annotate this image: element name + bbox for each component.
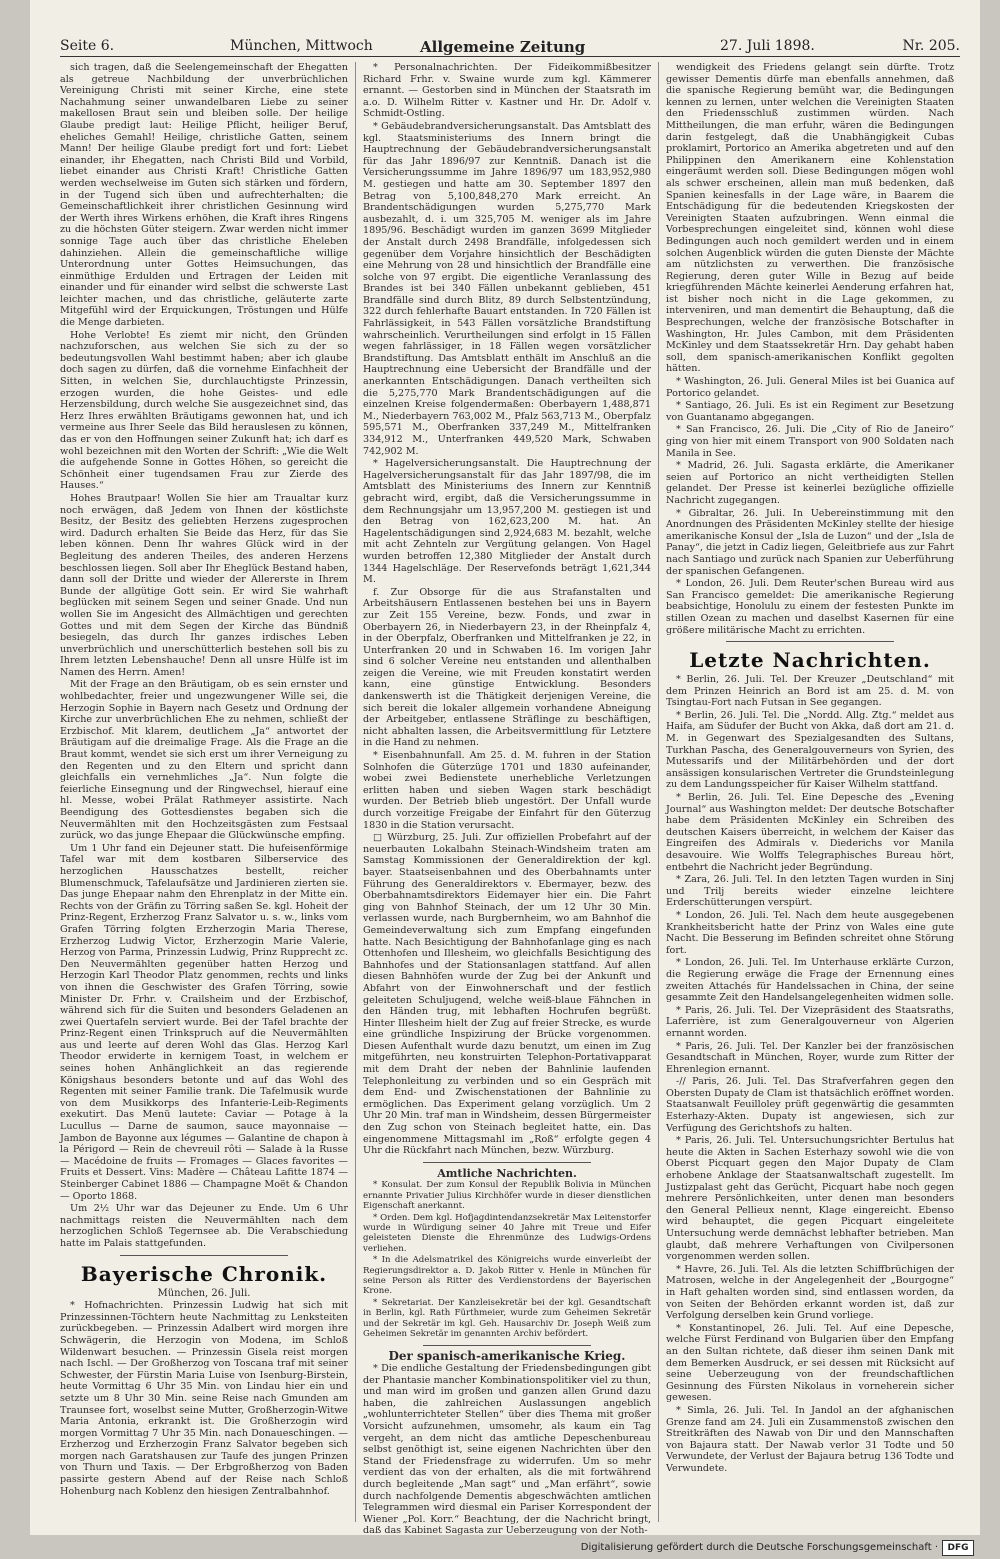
paragraph: Hohes Brautpaar! Wollen Sie hier am Traualtar kurz noch erwägen, daß Jedem von Ihnen der köstlichste Besitz, der Besitz des geliebten Herzens zugesprochen wird. Dadurch erhalten Sie Beide das Herz, für das Sie leben können. Denn Ihr wahres Glück wird in der Begleitung des anderen Theiles, des anderen Herzens beschlossen liegen. Soll aber Ihr Eheglück Bestand haben, dann soll der Dritte und wieder der Allererste in Ihrem Bunde der allgütige Gott sein. Er wird Sie wahrhaft beglücken mit seinem Segen und seiner Gnade. Und nun wollen Sie im Angesicht des Allmächtigen und gerechten Gottes und mit dem Segen der Kirche das Bündniß besiegeln, das durch Ihr ganzes irdisches Leben unverbrüchlich und unerschütterlich bestehen soll bis zu Ihrem letzten Lebenshauche! Denn all unsre Hülfe ist im Namen des Herrn. Amen! <box>60 492 348 678</box>
page-number: Seite 6. <box>60 38 115 54</box>
paragraph: Um 2½ Uhr war das Dejeuner zu Ende. Um 6 Uhr nachmittags reisten die Neuvermählten nach dem herzoglichen Schloß Tegernsee ab. Die Verabschiedung hatte im Palais stattgefunden. <box>60 1203 348 1249</box>
paragraph: * San Francisco, 26. Juli. Die „City of Rio de Janeiro“ ging von hier mit einem Transport von 900 Soldaten nach Manila in See. <box>666 424 954 459</box>
paragraph: Hohe Verlobte! Es ziemt mir nicht, den Gründen nachzuforschen, aus welchen Sie sich zu der so bedeutungsvollen Wahl bestimmt haben; aber ich glaube doch sagen zu dürfen, daß die vornehme Einfachheit der Sitten, in welchen Sie, durchlauchtigste Prinzessin, erzogen wurden, die hohe Geistes- und edle Herzensbildung, durch welche Sie ausgezeichnet sind, das Herz Ihres erwählten Bräutigams gewonnen hat, und ich vermeine aus Ihrer Seele das Bild herauslesen zu können, das er von den Hoffnungen seiner Zukunft hat; ich darf es wohl bezeichnen mit den Worten der Schrift: „Wie die Welt die aufgehende Sonne in Gottes Höhen, so gereicht die Schönheit einer tugendsamen Frau zur Zierde des Hauses.“ <box>60 329 348 492</box>
paragraph: * Havre, 26. Juli. Tel. Als die letzten Schiffbrüchigen der Matrosen, welche in der Angelegenheit der „Bourgogne“ in Haft gehalten worden sind, sind entlassen worden, da von Seiten der Behörden erkannt worden ist, daß zur Verfolgung derselben kein Grund vorliege. <box>666 1263 954 1322</box>
place-date: München, Mittwoch <box>230 38 373 54</box>
paragraph: Um 1 Uhr fand ein Dejeuner statt. Die hufeisenförmige Tafel war mit dem kostbaren Silberservice des herzoglichen Hausschatzes bestellt, reicher Blumenschmuck, Tafelaufsätze und Jardinieren zierten sie. Das junge Ehepaar nahm den Ehrenplatz in der Mitte ein. Rechts von der Gräfin zu Törring saßen Se. kgl. Hoheit der Prinz-Regent, Erzherzog Franz Salvator u. s. w., links vom Grafen Törring folgten Erzherzogin Maria Therese, Erzherzog Ludwig Victor, Erzherzogin Marie Valerie, Herzog von Parma, Prinzessin Ludwig, Prinz Rupprecht zc. Den Neuvermählten gegenüber hatten Herzog und Herzogin Karl Theodor Platz genommen, rechts und links von ihnen die Geschwister des Grafen Törring, sowie Minister Dr. Frhr. v. Crailsheim und der Erzbischof, während sich für die Suiten und besonders Geladenen an zwei Quertafeln serviert wurde. Bei der Tafel brachte der Prinz-Regent einen Trinkspruch auf die Neuvermählten aus und leerte auf deren Wohl das Glas. Herzog Karl Theodor erwiderte in kernigem Toast, in welchem er seines hohen Anhänglichkeit an das regierende Königshaus besonders betonte und auf das Wohl des Regenten mit seiner Familie trank. Die Tafelmusik wurde von dem Musikkorps des Infanterie-Leib-Regiments exekutirt. Das Menü lautete: Caviar — Potage à la Lucullus — Darne de saumon, sauce mayonnaise — Jambon de Bayonne aux légumes — Galantine de chapon à la Périgord — Rein de chevreuil rôti — Salade à la Russe — Macédoine de fruits — Fromages — Glaces favorites — Fruits et Dessert. Vins: Madère — Château Lafitte 1874 — Steinberger Cabinet 1886 — Champagne Moët & Chandon — Oporto 1868. <box>60 842 348 1202</box>
divider <box>423 1162 591 1163</box>
paragraph: * London, 26. Juli. Dem Reuter'schen Bureau wird aus San Francisco gemeldet: Die amerikanische Regierung beabsichtige, Honolulu zu einem der festesten Punkte im stillen Ozean zu machen und daselbst Kasernen für eine größere militärische Macht zu errichten. <box>666 578 954 636</box>
paragraph: * Hagelversicherungsanstalt. Die Hauptrechnung der Hagelversicherungsanstalt für das Jahr 1897/98, die im Amtsblatt des Ministeriums des Innern zur Kenntniß gebracht wird, ergibt, daß die Versicherungssumme in dem Rechnungsjahr um 13,957,200 M. gestiegen ist und den Betrag von 162,623,200 M. hat. An Hagelentschädigungen sind 2,924,683 M. bezahlt, welche mit acht Zehnteln zur Vergütung gelangen. Von Hagel wurden betroffen 12,380 Mitglieder der Anstalt durch 1344 Hagelschläge. Der Reservefonds beträgt 1,621,344 M. <box>363 458 651 586</box>
column-rule <box>658 62 659 1522</box>
paragraph: * Madrid, 26. Juli. Sagasta erklärte, die Amerikaner seien auf Portorico an nicht vertheidigten Stellen gelandet. Der Presse ist keinerlei bezügliche offizielle Nachricht zugegangen. <box>666 460 954 506</box>
page-header <box>60 36 960 57</box>
paragraph: * In die Adelsmatrikel des Königreichs wurde einverleibt der Regierungsdirektor a. D. Jakob Ritter v. Henle in München für seine Person als Ritter des Verdienstordens der Bayerischen Krone. <box>363 1255 651 1297</box>
funding-credit: Digitalisierung gefördert durch die Deutsche Forschungsgemeinschaft · <box>580 1542 938 1553</box>
paragraph: * Konstantinopel, 26. Juli. Tel. Auf eine Depesche, welche Fürst Ferdinand von Bulgarien über den Empfang an den Sultan richtete, daß dieser ihm seinen Dank mit dem Bemerken Ausdruck, er sei dessen mit Rücksicht auf seine Ueberzeugung von der freundschaftlichen Gesinnung des Fürsten Nikolaus in vorneherein sicher gewesen. <box>666 1322 954 1404</box>
column-2 <box>363 62 651 1537</box>
paragraph: * Konsulat. Der zum Konsul der Republik Bolivia in München ernannte Privatier Julius Kirchhöfer wurde in dieser dienstlichen Eigenschaft anerkannt. <box>363 1180 651 1212</box>
paragraph: * Orden. Dem kgl. Hofjagdintendanzsekretär Max Leitenstorfer wurde in Würdigung seiner 40 Jahre mit Treue und Eifer geleisteten Dienste die Ehrenmünze des Ludwigs-Ordens verliehen. <box>363 1212 651 1254</box>
section-heading-chronik: Bayerische Chronik. <box>80 1261 328 1286</box>
paragraph: * Simla, 26. Juli. Tel. In Jandol an der afghanischen Grenze fand am 24. Juli ein Zusammenstoß zwischen den Streitkräften des Nawab von Dir und den Mannschaften von Bajaura statt. Der Nawab verlor 31 Todte und 50 Verwundete, der Verlust der Bajaura betrug 136 Todte und Verwundete. <box>666 1404 954 1474</box>
column-3 <box>666 62 954 1517</box>
paragraph: * Die endliche Gestaltung der Friedensbedingungen gibt der Phantasie mancher Kombinationspolitiker viel zu thun, und man wird im großen und ganzen allen Grund dazu haben, die zahlreichen Auslassungen angeblich „wohlunterrichteter Stellen“ über dies Thema mit großer Vorsicht aufzunehmen, umsomehr, als kaum ein Tag vergeht, an dem nicht das amtliche Depeschenbureau selbst genöthigt ist, seine eigenen Nachrichten über den Stand der Friedensfrage zu widerrufen. Um so mehr verdient das von der erhalten, als die mit fortwährend durch begleitende „Man sagt“ und „Man erfährt“, sowie durch nachfolgende Dementis abgeschwächten amtlichen Telegrammen wird diesmal ein Pariser Korrespondent der Wiener „Pol. Korr.“ Beachtung, der die Nachricht bringt, daß das Kabinet Sagasta zur Ueberzeugung von der Noth- <box>363 1363 651 1537</box>
paragraph: * Berlin, 26. Juli. Tel. Eine Depesche des „Evening Journal“ aus Washington meldet: Der deutsche Botschafter habe dem Präsidenten McKinley ein Schreiben des deutschen Kaisers überreicht, in welchem der Kaiser das Eingreifen des Admirals v. Diederichs vor Manila desavouire. Wie Wolffs Telegraphisches Bureau hört, entbehrt die Nachricht jeder Begründung. <box>666 792 954 873</box>
divider <box>423 1345 591 1346</box>
paragraph: sich tragen, daß die Seelengemeinschaft der Ehegatten als getreue Nachbildung der unverbrüchlichen Vereinigung Christi mit seiner Kirche, eine stete Nachahmung seiner unwandelbaren Liebe zu seiner makellosen Braut sein und bleiben solle. Der heilige Glaube predigt laut: Heilige Pflicht, heiliger Beruf, eheliches Gemahl! Heilige, christliche Gatten, seinem Mann! Der heilige Glaube predigt fort und fort: Liebet einander, ihr Ehegatten, nach Christi Bild und Vorbild, liebet einander aus Christi Kraft! Christliche Gatten werden wechselweise im Guten sich stärken und fördern, in der Tugend sich üben und aufrechterhalten; die Gemeinschaftlichkeit ihrer christlichen Gesinnung wird der Werth ihres Wirkens erhöhen, die Kraft ihres Ringens zu die höchsten Güter steigern. Zwar werden nicht immer sonnige Tage auch über das christliche Eheleben dahinziehen. Allein die gemeinschaftliche willige Unterordnung unter Gottes Heimsuchungen, das einmüthige Erdulden und Ertragen der Leiden mit einander und für einander wird selbst die schwerste Last leichter machen, und das christliche, geläuterte zarte Mitgefühl wird der Erquickungen, Tröstungen und Hülfe die Menge darbieten. <box>60 62 348 329</box>
divider <box>726 641 894 642</box>
paragraph: * Paris, 26. Juli. Tel. Der Kanzler bei der französischen Gesandtschaft in München, Royer, wurde zum Ritter der Ehrenlegion ernannt. <box>666 1040 954 1075</box>
paragraph: * Gibraltar, 26. Juli. In Uebereinstimmung mit den Anordnungen des Präsidenten McKinley stellte der hiesige amerikanische Konsul der „Isla de Luzon“ und der „Isla de Panay“, die jetzt in Cadiz liegen, Geleitbriefe aus zur Fahrt nach Santiago und zurück nach Spanien zur Ueberführung der spanischen Gefangenen. <box>666 507 954 577</box>
paragraph: * Zara, 26. Juli. Tel. In den letzten Tagen wurden in Sinj und Trilj bereits wieder einzelne leichtere Erderschütterungen verspürt. <box>666 874 954 909</box>
column-1 <box>60 62 348 1517</box>
paragraph: -// Paris, 26. Juli. Tel. Das Strafverfahren gegen den Obersten Dupaty de Clam ist thatsächlich eröffnet worden. Staatsanwalt Feuilloley prüft gegenwärtig die gesammten Esterhazy-Akten. Dupaty ist angewiesen, sich zur Verfügung des Gerichtshofs zu halten. <box>666 1076 954 1134</box>
issue-date: 27. Juli 1898. <box>720 38 815 54</box>
section-heading-amtliche: Amtliche Nachrichten. <box>437 1166 577 1180</box>
dfg-logo: DFG <box>942 1540 974 1556</box>
section-heading-krieg: Der spanisch-amerikanische Krieg. <box>388 1348 626 1363</box>
paragraph: * Eisenbahnunfall. Am 25. d. M. fuhren in der Station Solnhofen die Güterzüge 1701 und 1830 aufeinander, wobei zwei Bedienstete unerhebliche Verletzungen erlitten haben und sieben Wagen stark beschädigt wurden. Der Betrieb blieb ungestört. Der Unfall wurde durch vorzeitige Freigabe der Einfahrt für den Güterzug 1830 in die Station verursacht. <box>363 750 651 831</box>
paragraph: * Paris, 26. Juli. Tel. Untersuchungsrichter Bertulus hat heute die Akten in Sachen Esterhazy sowohl wie die von Oberst Picquart gegen den Major Dupaty de Clam erhobene Anklage der Staatsanwaltschaft zugestellt. Im Justizpalast geht das Gerücht, Picquart habe noch gegen mehrere Persönlichkeiten, unter denen man besonders den General Pellieux nennt, Klage eingereicht. Ebenso wird behauptet, die gegen Picquart eingeleitete Untersuchung werde demnächst lebhafter betrieben. Man glaubt, daß mehrere Verhaftungen von Civilpersonen vorgenommen werden sollen. <box>666 1135 954 1263</box>
column-rule <box>355 62 356 1522</box>
paragraph: * Personalnachrichten. Der Fideikommißbesitzer Richard Frhr. v. Swaine wurde zum kgl. Kämmerer ernannt. — Gestorben sind in München der Staatsrath im a.o. D. Wilhelm Ritter v. Kastner und Hr. Dr. Adolf v. Schmidt-Ostling. <box>363 62 651 120</box>
paragraph: * Gebäudebrandversicherungsanstalt. Das Amtsblatt des kgl. Staatsministeriums des Innern bringt die Hauptrechnung der Gebäudebrandversicherungsanstalt für das Jahr 1896/97 zur Kenntniß. Danach ist die Versicherungssumme im Jahre 1896/97 um 183,952,980 M. gestiegen und hatte am 30. September 1897 den Betrag von 5,100,848,270 Mark erreicht. An Brandentschädigungen wurden 5,275,770 Mark ausbezahlt, d. i. um 325,705 M. weniger als im Jahre 1895/96. Beschädigt wurden im ganzen 3699 Mitglieder der Anstalt durch 2498 Brandfälle, infolgedessen sich gegenüber dem Vorjahre hinsichtlich der Beschädigten eine Mehrung von 28 und hinsichtlich der Brandfälle eine solche von 97 ergibt. Die eigentliche Veranlassung des Brandes ist bei 340 Fällen unbekannt geblieben, 451 Brandfälle sind durch Blitz, 89 durch Selbstentzündung, 322 durch fehlerhafte Bauart entstanden. In 720 Fällen ist Fahrlässigkeit, in 543 Fällen vorsätzliche Brandstiftung wahrscheinlich. Verurtheilungen sind erfolgt in 15 Fällen wegen fahrlässiger, in 18 Fällen wegen vorsätzlicher Brandstiftung. Das Amtsblatt enthält im Anschluß an die Hauptrechnung eine Uebersicht der Brandfälle und der anerkannten Entschädigungen. Danach vertheilten sich die 5,275,770 Mark Brandentschädigungen auf die einzelnen Kreise folgendermaßen: Oberbayern 1,488,871 M., Niederbayern 763,002 M., Pfalz 563,713 M., Oberpfalz 595,571 M., Oberfranken 337,249 M., Mittelfranken 334,912 M., Unterfranken 449,520 Mark, Schwaben 742,902 M. <box>363 120 651 457</box>
section-heading-letzte: Letzte Nachrichten. <box>689 648 931 673</box>
newspaper-title: Allgemeine Zeitung <box>420 38 586 56</box>
paragraph: □ Würzburg, 25. Juli. Zur offiziellen Probefahrt auf der neuerbauten Lokalbahn Steinach-Windsheim traten am Samstag Kommissionen der Generaldirektion der kgl. bayer. Staatseisenbahnen und des Oberbahnamts unter Führung des Generaldirektors v. Ebermayer, bezw. des Oberbahnamtsdirektors Eidemayer hier ein. Die Fahrt ging von Bahnhof Steinach, der um 12 Uhr 30 Min. verlassen wurde, nach Burgbernheim, wo am Bahnhof die Gemeindeverwaltung sich zum Empfang eingefunden hatte. Nach Besichtigung der Bahnhofanlage ging es nach Ottenhofen und Illesheim, wo gleichfalls Besichtigung des Bahnhofes und der Stationsanlagen stattfand. Auf allen diesen Bahnhöfen wurde der Zug bei der Ankunft und Abfahrt von der Einwohnerschaft und der festlich geleiteten Schuljugend, welche weiß-blaue Fähnchen in den Händen trug, mit lebhaften Hochrufen begrüßt. Hinter Illesheim hielt der Zug auf freier Strecke, es wurde eine gründliche Inspizirung der Brücke vorgenommen. Diesen Aufenthalt wurde dazu benutzt, um einen im Zug mitgeführten, neu konstruirten Telephon-Portativapparat mit dem Draht der neben der Bahnlinie laufenden Telephonleitung zu verbinden und so ein Gespräch mit dem End- und Zwischenstationen der Bahnlinie zu ermöglichen. Das Experiment gelang vorzüglich. Um 2 Uhr 20 Min. traf man in Windsheim, dessen Bürgermeister den Zug schon von Steinach begleitet hatte, ein. Das eingenommene Mittagsmahl im „Roß“ erfolgte gegen 4 Uhr die Rückfahrt nach München, bezw. Würzburg. <box>363 832 651 1157</box>
issue-number: Nr. 205. <box>902 38 960 54</box>
paragraph: * Berlin, 26. Juli. Tel. Die „Nordd. Allg. Ztg.“ meldet aus Haifa, am Südufer der Bucht von Akka, daß dort am 21. d. M. in Gegenwart des Spezialgesandten des Sultans, Turkhan Pascha, des Generalgouverneurs von Syrien, des Mutessarifs und der Militärbehörden und der dort ansässigen konsularischen Vertreter die Grundsteinlegung zu dem Landungsspeicher für Kaiser Wilhelm stattfand. <box>666 709 954 791</box>
paragraph: * Santiago, 26. Juli. Es ist ein Regiment zur Besetzung von Guantanamo abgegangen. <box>666 400 954 423</box>
divider <box>120 1255 288 1256</box>
paragraph: * Berlin, 26. Juli. Tel. Der Kreuzer „Deutschland“ mit dem Prinzen Heinrich an Bord ist am 25. d. M. von Tsingtau-Fort nach Futsan in See gegangen. <box>666 674 954 709</box>
paragraph: * London, 26. Juli. Tel. Im Unterhause erklärte Curzon, die Regierung erwäge die Frage der Ernennung eines zweiten Attachés für Handelssachen in China, der seine gesammte Zeit den Handelsangelegenheiten widmen solle. <box>666 957 954 1004</box>
paragraph: * London, 26. Juli. Tel. Nach dem heute ausgegebenen Krankheitsbericht hatte der Prinz von Wales eine gute Nacht. Die Besserung im Befinden schreitet ohne Störung fort. <box>666 909 954 956</box>
paragraph: * Washington, 26. Juli. General Miles ist bei Guanica auf Portorico gelandet. <box>666 376 954 399</box>
dateline: München, 26. Juli. <box>157 1287 251 1299</box>
paragraph: Mit der Frage an den Bräutigam, ob es sein ernster und wohlbedachter, freier und ungezwungener Wille sei, die Herzogin Sophie in Bayern nach Gesetz und Ordnung der Kirche zur unverbrüchlichen Ehe zu nehmen, schließt der Erzbischof. Mit klarem, deutlichem „Ja“ antwortet der Bräutigam auf die dreimalige Frage. Als die Frage an die Braut kommt, wendet sie sich erst um ihrer Verneigung zu den Regenten und zu den Eltern und spricht dann gleichfalls ein vernehmliches „Ja“. Nun folgte die feierliche Einsegnung und der Ringwechsel, hierauf eine hl. Messe, wobei Prälat Rathmeyer assistirte. Nach Beendigung des Gottesdienstes begaben sich die Neuvermählten mit den Hochzeitsgästen zum Festsaal zurück, wo das junge Ehepaar die Glückwünsche empfing. <box>60 679 348 842</box>
paragraph: * Hofnachrichten. Prinzessin Ludwig hat sich mit Prinzessinnen-Töchtern heute Nachmittag zu Lenksteiten zurückbegeben. — Prinzessin Adalbert wird morgen ihre Schwägerin, die Herzogin von Modena, im Schloß Wildenwart besuchen. — Prinzessin Gisela reist morgen nach Ischl. — Der Großherzog von Toscana traf mit seiner Schwester, der Fürstin Maria Luise von Isenburg-Birstein, heute Vormittag 6 Uhr 35 Min. von Lindau hier ein und setzte um 8 Uhr 30 Min. seine Reise nach Gmunden am Traunsee fort, woselbst seine Mutter, Großherzogin-Witwe Maria Antonia, erkrankt ist. Die Großherzogin wird morgen Vormittag 7 Uhr 35 Min. nach Donaueschingen. — Erzherzog und Erzherzogin Franz Salvator begeben sich morgen nach Garatshausen zur Taufe des jungen Prinzen von Thurn und Taxis. — Der Erbgroßherzog von Baden passirte gestern Abend auf der Reise nach Schloß Hohenburg nach Koblenz den hiesigen Zentralbahnhof. <box>60 1300 348 1497</box>
digitization-footer <box>30 1538 980 1559</box>
paragraph: f. Zur Obsorge für die aus Strafanstalten und Arbeitshäusern Entlassenen bestehen bei uns in Bayern zur Zeit 155 Vereine, bezw. Fonds, und zwar in Oberbayern 26, in Niederbayern 23, in der Rheinpfalz 4, in der Oberpfalz, Oberfranken und Mittelfranken je 22, in Unterfranken 20 und in Schwaben 16. Im vorigen Jahr sind 6 solcher Vereine neu entstanden und allenthalben zeigen die Vereine, wie mit Freuden konstatirt werden kann, eine günstige Entwicklung. Besonders dankenswerth ist die Thätigkeit derjenigen Vereine, die sich bereit die lokaler allgemein vorhandene Abneigung der Arbeitgeber, entlassene Sträflinge zu beschäftigen, nicht abhalten lassen, die Arbeitsvermittlung für Letztere in die Hand zu nehmen. <box>363 586 651 749</box>
newspaper-page <box>30 0 980 1535</box>
paragraph: * Paris, 26. Juli. Tel. Der Vizepräsident des Staatsraths, Laferrière, ist zum Generalgouverneur von Algerien ernannt worden. <box>666 1004 954 1039</box>
paragraph: * Sekretariat. Der Kanzleisekretär bei der kgl. Gesandtschaft in Berlin, kgl. Rath Fürthmeier, wurde zum Geheimen Sekretär und der Sekretär im kgl. Geh. Hausarchiv Dr. Joseph Weiß zum Geheimen Sekretär im genannten Archiv befördert. <box>363 1297 651 1340</box>
paragraph: wendigkeit des Friedens gelangt sein dürfte. Trotz gewisser Dementis dürfe man ebenfalls annehmen, daß die spanische Regierung bemüht war, die Bedingungen kennen zu lernen, unter welchen die Vereinigten Staaten den Friedensschluß zustimmen würden. Nach Mittheilungen, die man erfuhr, wären die Bedingungen darin festgelegt, daß die Unabhängigkeit Cubas proklamirt, Portorico an Amerika abgetreten und auf den Philippinen den Amerikanern eine Kohlenstation eingeräumt werden soll. Diese Bedingungen mögen wohl als schwer erscheinen, allein man muß bedenken, daß Spanien keinesfalls in der Lage wäre, in Baarem die Entschädigung für die bedeutenden Kriegskosten der Vereinigten Staaten aufzubringen. Wenn einmal die Vorbesprechungen eingeleitet sind, können wohl diese Bedingungen auch noch gemildert werden und in einem solchen Augenblick würden die guten Dienste der Mächte am nützlichsten zu verwerthen. Die französische Regierung, deren guter Wille in Bezug auf beide kriegführenden Mächte keinerlei Aenderung erfahren hat, ist bisher noch nicht in die Lage gekommen, zu interveniren, und man dementirt die Behauptung, daß die Besprechungen, welche der französische Botschafter in Washington, Hr. Jules Cambon, mit dem Präsidenten McKinley und dem Staatssekretär Hrn. Day gehabt haben soll, dem spanisch-amerikanischen Konflikt gegolten hätten. <box>666 62 954 375</box>
